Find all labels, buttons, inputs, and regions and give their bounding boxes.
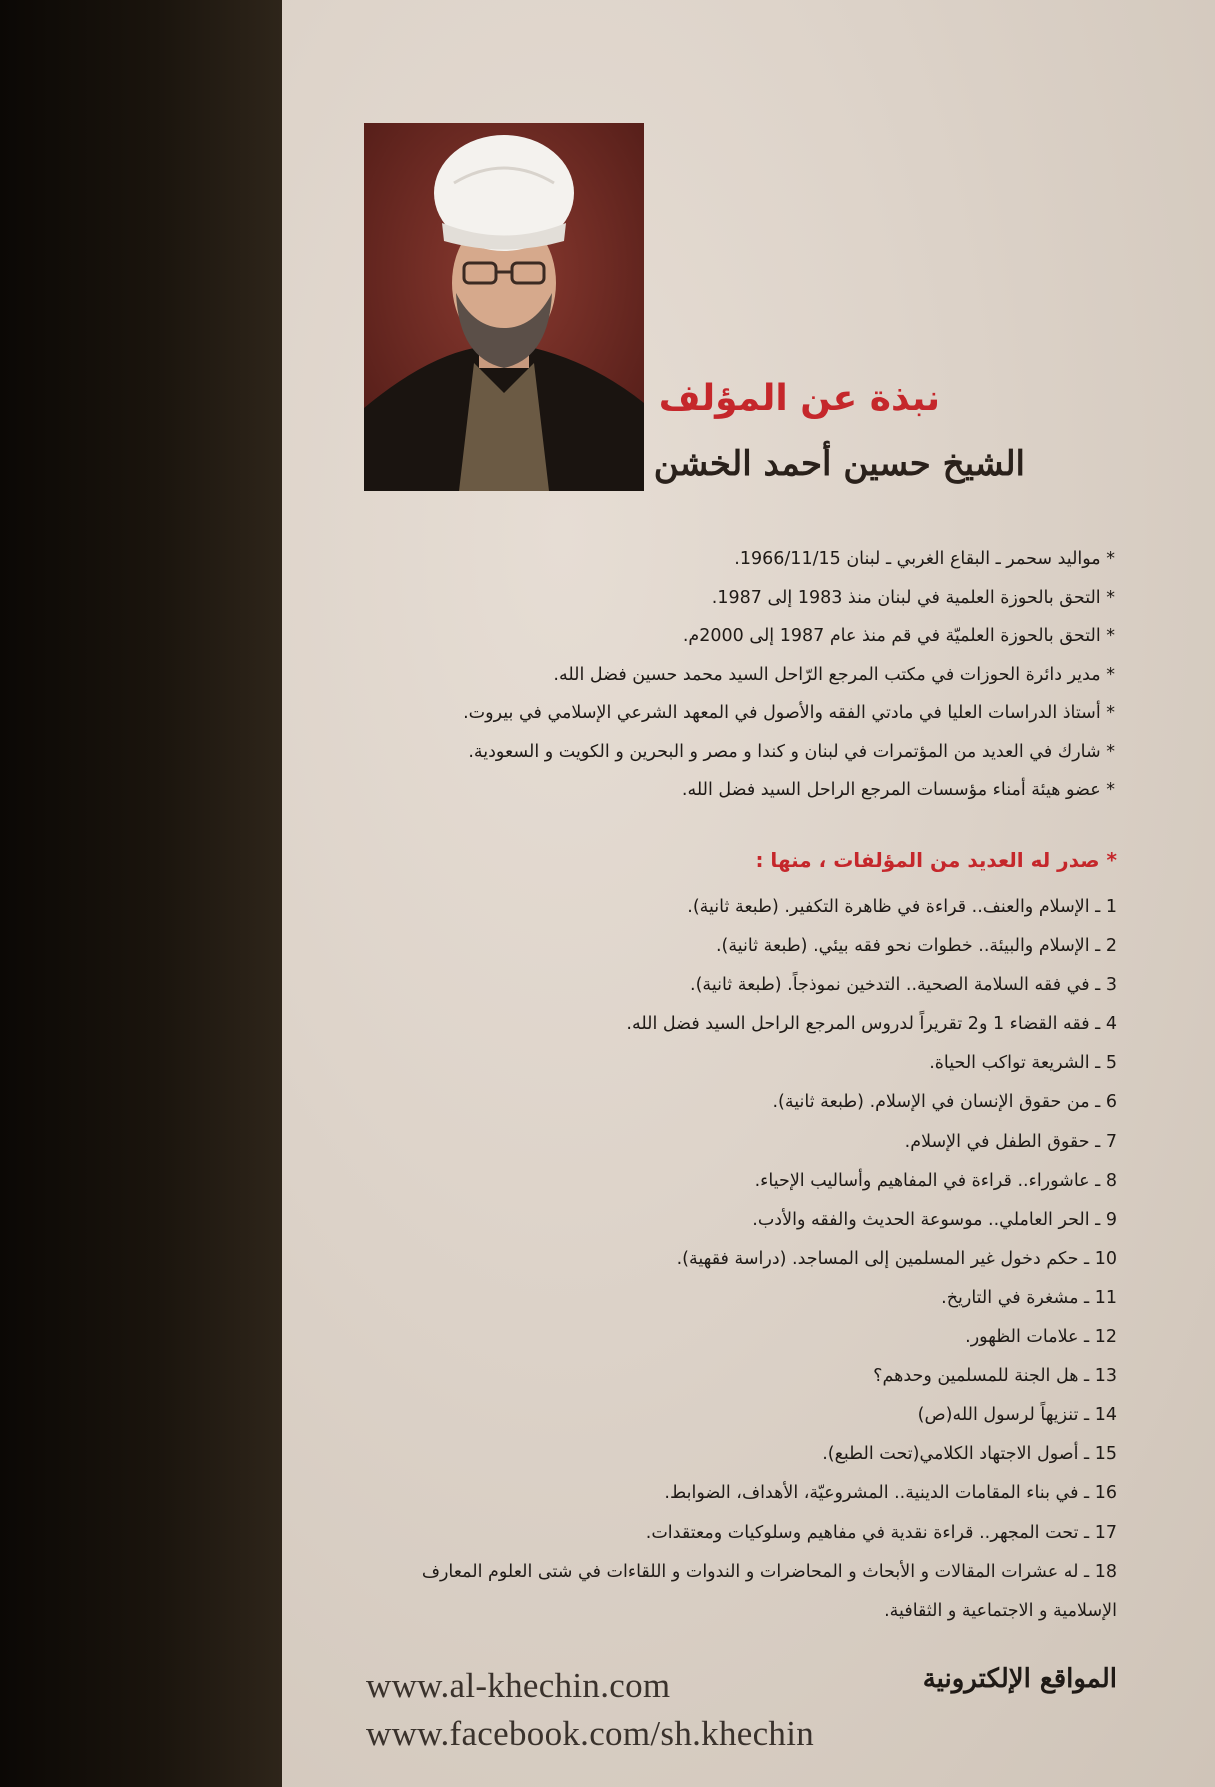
work-item: 10 ـ حكم دخول غير المسلمين إلى المساجد. (دراسة فقهية). bbox=[676, 1248, 1117, 1269]
work-item: 14 ـ تنزيهاً لرسول الله(ص) bbox=[917, 1405, 1117, 1426]
bio-item: * التحق بالحوزة العلميّة في قم منذ عام 1987 إلى 2000م. bbox=[682, 626, 1115, 646]
bio-item: * عضو هيئة أمناء مؤسسات المرجع الراحل السيد فضل الله. bbox=[681, 780, 1115, 800]
bio-item: * أستاذ الدراسات العليا في مادتي الفقه والأصول في المعهد الشرعي الإسلامي في بيروت. bbox=[463, 703, 1115, 723]
work-item: 11 ـ مشغرة في التاريخ. bbox=[941, 1287, 1117, 1308]
bio-item: * مواليد سحمر ـ البقاع الغربي ـ لبنان 1966/11/15. bbox=[734, 549, 1115, 569]
work-item: 2 ـ الإسلام والبيئة.. خطوات نحو فقه بيئي. (طبعة ثانية). bbox=[715, 936, 1117, 957]
work-item: 8 ـ عاشوراء.. قراءة في المفاهيم وأساليب الإحياء. bbox=[754, 1170, 1117, 1191]
work-item: 7 ـ حقوق الطفل في الإسلام. bbox=[904, 1131, 1117, 1152]
work-item: 18 ـ له عشرات المقالات و الأبحاث و المحاضرات و الندوات و اللقاءات في شتى العلوم المعارف الإسلامية و الاجتماعية و الثقافية. bbox=[421, 1561, 1117, 1621]
work-item: 5 ـ الشريعة تواكب الحياة. bbox=[929, 1053, 1117, 1074]
bio-item: * التحق بالحوزة العلمية في لبنان منذ 1983 إلى 1987. bbox=[711, 587, 1115, 608]
work-item: 13 ـ هل الجنة للمسلمين وحدهم؟ bbox=[873, 1366, 1117, 1387]
work-item: 16 ـ في بناء المقامات الدينية.. المشروعيّة، الأهداف، الضوابط. bbox=[664, 1483, 1117, 1504]
work-item: 6 ـ من حقوق الإنسان في الإسلام. (طبعة ثانية). bbox=[772, 1092, 1117, 1113]
bio-item: * شارك في العديد من المؤتمرات في لبنان و كندا و مصر و البحرين و الكويت و السعودية. bbox=[468, 741, 1115, 762]
work-item: 15 ـ أصول الاجتهاد الكلامي(تحت الطبع). bbox=[822, 1444, 1117, 1465]
author-photo bbox=[364, 123, 644, 491]
works-list bbox=[357, 888, 1117, 1631]
work-item: 17 ـ تحت المجهر.. قراءة نقدية في مفاهيم وسلوكيات ومعتقدات. bbox=[645, 1522, 1117, 1543]
work-item: 4 ـ فقه القضاء 1 و2 تقريراً لدروس المرجع الراحل السيد فضل الله. bbox=[626, 1014, 1117, 1035]
author-name: الشيخ حسين أحمد الخشن bbox=[653, 444, 1025, 484]
author-bio-list bbox=[355, 540, 1115, 810]
website-link[interactable]: www.al-khechin.com bbox=[366, 1666, 671, 1705]
about-author-heading: نبذة عن المؤلف bbox=[658, 378, 940, 419]
facebook-link[interactable]: www.facebook.com/sh.khechin bbox=[366, 1714, 815, 1753]
work-item: 12 ـ علامات الظهور. bbox=[965, 1327, 1117, 1348]
work-item: 1 ـ الإسلام والعنف.. قراءة في ظاهرة التكفير. (طبعة ثانية). bbox=[687, 897, 1117, 917]
works-heading: * صدر له العديد من المؤلفات ، منها : bbox=[755, 848, 1117, 872]
work-item: 3 ـ في فقه السلامة الصحية.. التدخين نموذجاً. (طبعة ثانية). bbox=[690, 975, 1117, 996]
bio-item: * مدير دائرة الحوزات في مكتب المرجع الرّاحل السيد محمد حسين فضل الله. bbox=[553, 664, 1115, 685]
websites-label: المواقع الإلكترونية bbox=[922, 1664, 1117, 1694]
book-spine bbox=[0, 0, 282, 1787]
work-item: 9 ـ الحر العاملي.. موسوعة الحديث والفقه والأدب. bbox=[752, 1209, 1117, 1230]
